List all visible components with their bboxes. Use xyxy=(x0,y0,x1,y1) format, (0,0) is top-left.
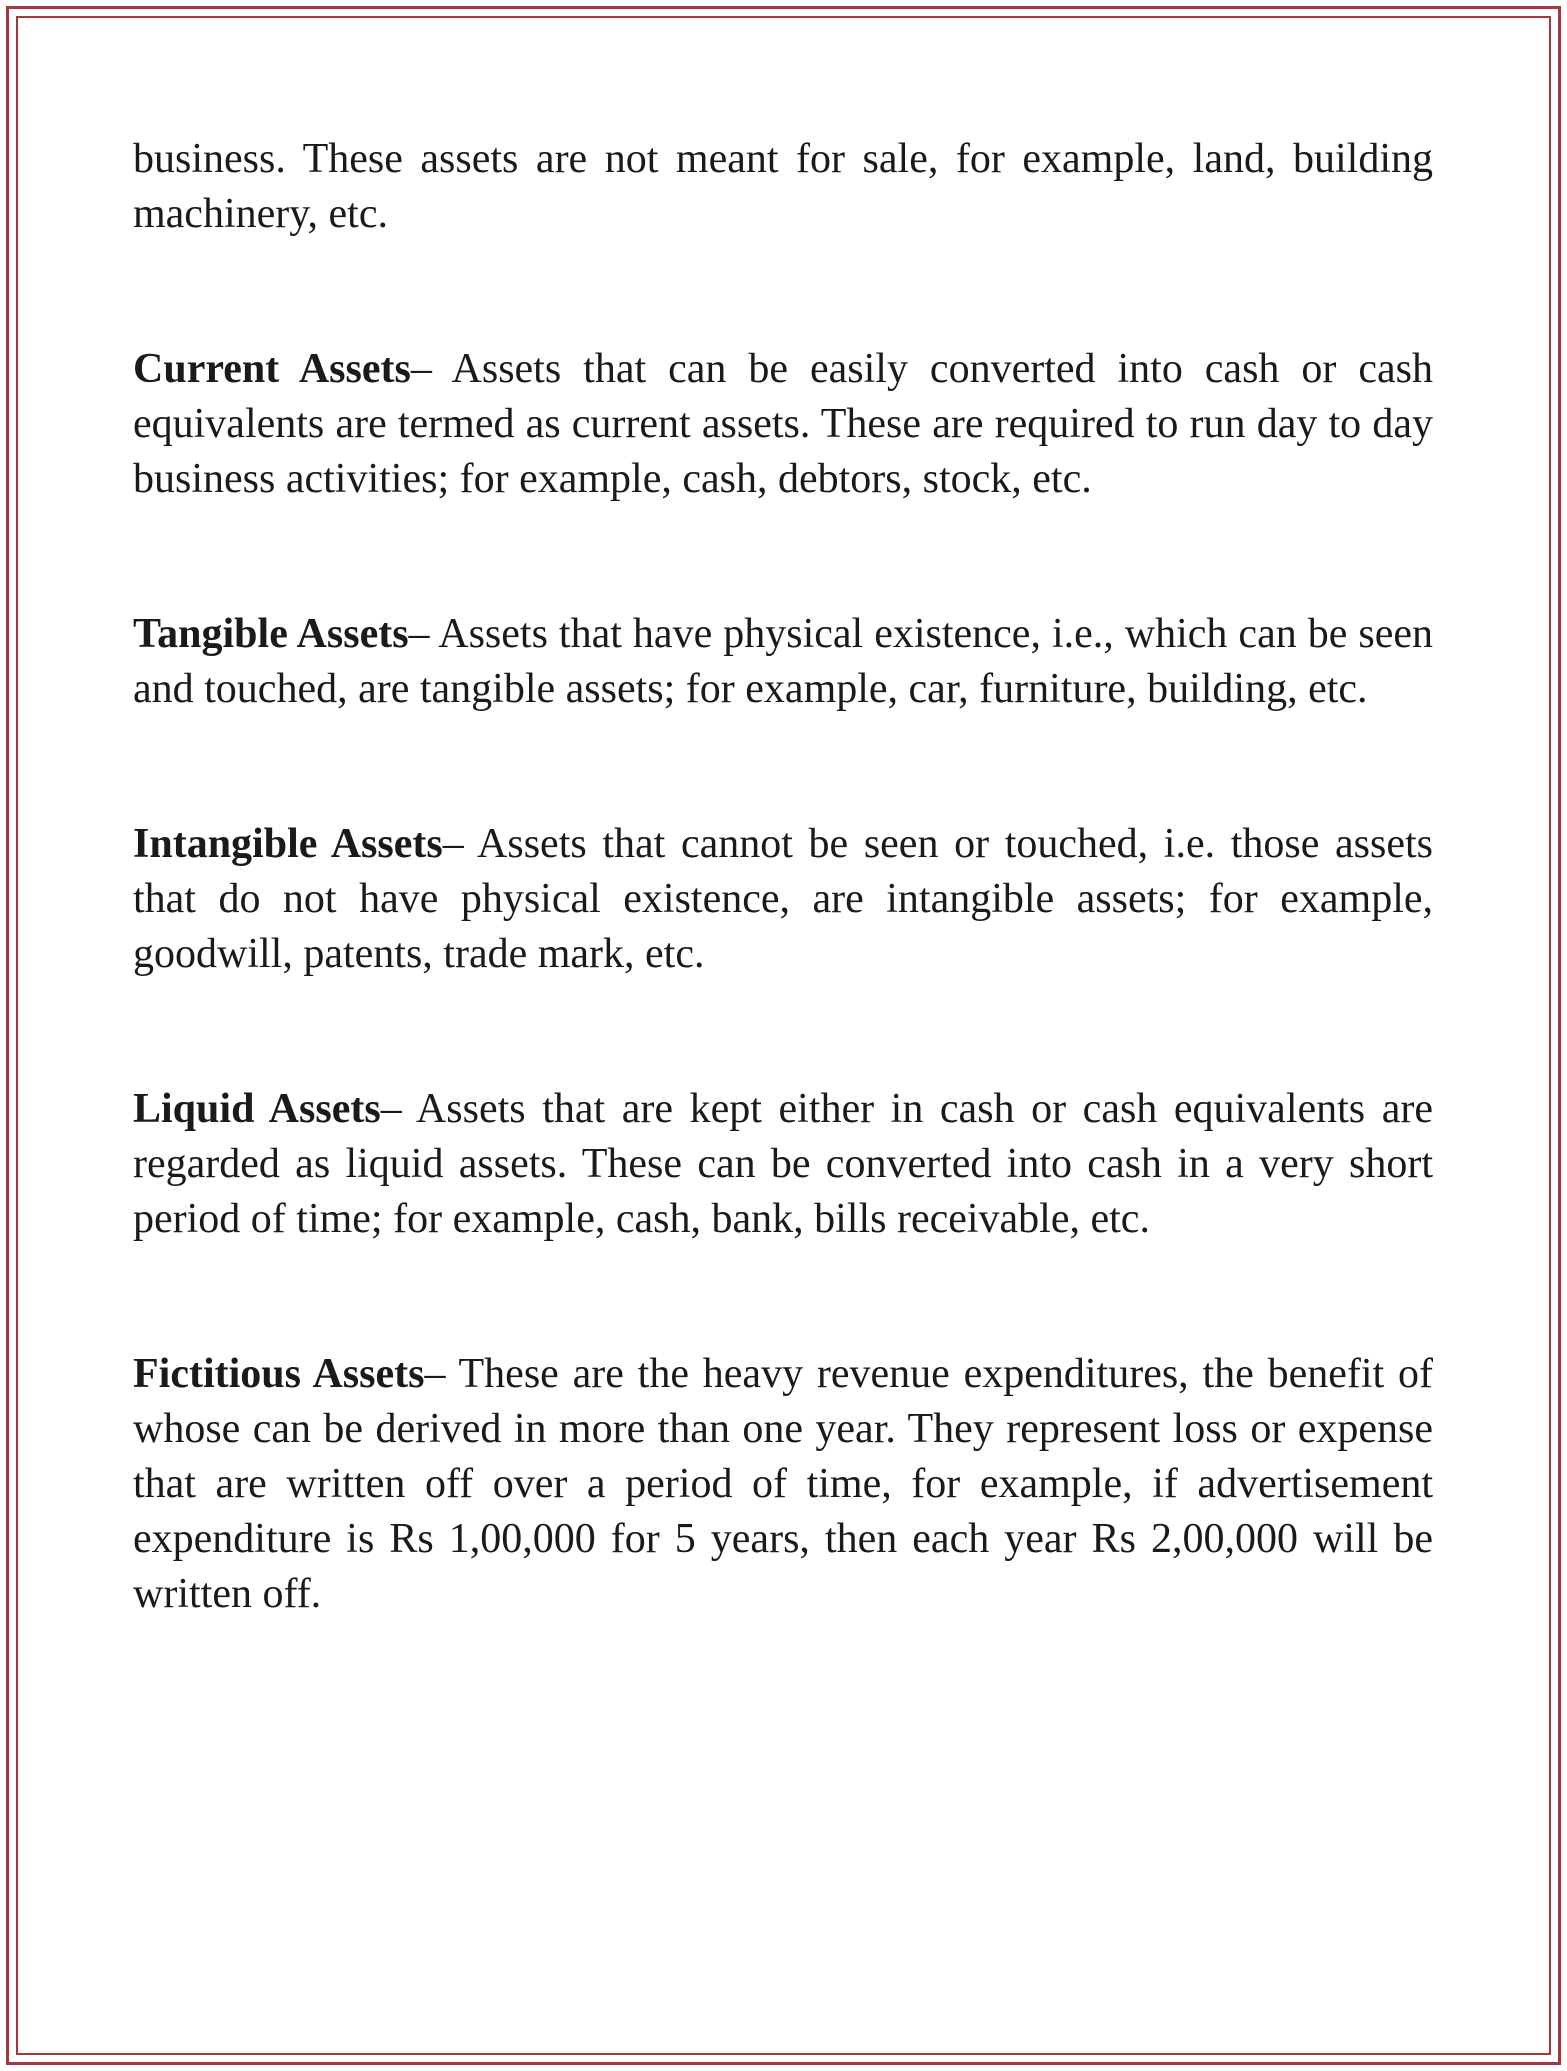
fictitious-assets-definition: These are the heavy revenue expenditures, the benefit of whose can be derived in more than one year. They represent loss or expense that are written off over a period of time, for example, if advertisement expenditure is Rs 1,00,000 for 5 years, then each year Rs 2,00,000 will be written off. xyxy=(133,1351,1433,1617)
liquid-assets-paragraph xyxy=(133,1082,1433,1247)
intangible-assets-definition: Assets that cannot be seen or touched, i.e. those assets that do not have physical existence, are intangible assets; for example, goodwill, patents, trade mark, etc. xyxy=(133,821,1434,977)
document-body xyxy=(133,132,1433,1622)
tangible-assets-definition: Assets that have physical existence, i.e., which can be seen and touched, are tangible assets; for example, car, furniture, building, etc. xyxy=(133,611,1433,712)
intro-paragraph: business. These assets are not meant for sale, for example, land, building machinery, etc. xyxy=(133,136,1433,237)
fictitious-assets-paragraph xyxy=(133,1347,1433,1622)
liquid-assets-definition: Assets that are kept either in cash or cash equivalents are regarded as liquid assets. These can be converted into cash in a very short period of time; for example, cash, bank, bills receivable, etc. xyxy=(133,1086,1433,1242)
intangible-assets-term: Intangible Assets xyxy=(133,821,443,867)
current-assets-definition: Assets that can be easily converted into cash or cash equivalents are termed as current assets. These are required to run day to day business activities; for example, cash, debtors, stock, etc. xyxy=(133,346,1433,502)
term-dash: – xyxy=(424,1351,459,1397)
term-dash: – xyxy=(380,1086,416,1132)
tangible-assets-term: Tangible Assets xyxy=(133,611,409,657)
term-dash: – xyxy=(410,346,452,392)
current-assets-term: Current Assets xyxy=(133,346,411,392)
fictitious-assets-term: Fictitious Assets xyxy=(133,1351,425,1397)
term-dash: – xyxy=(408,611,439,657)
current-assets-paragraph xyxy=(133,342,1433,507)
tangible-assets-paragraph xyxy=(133,607,1433,717)
term-dash: – xyxy=(442,821,478,867)
intangible-assets-paragraph xyxy=(133,817,1433,982)
liquid-assets-term: Liquid Assets xyxy=(133,1086,381,1132)
